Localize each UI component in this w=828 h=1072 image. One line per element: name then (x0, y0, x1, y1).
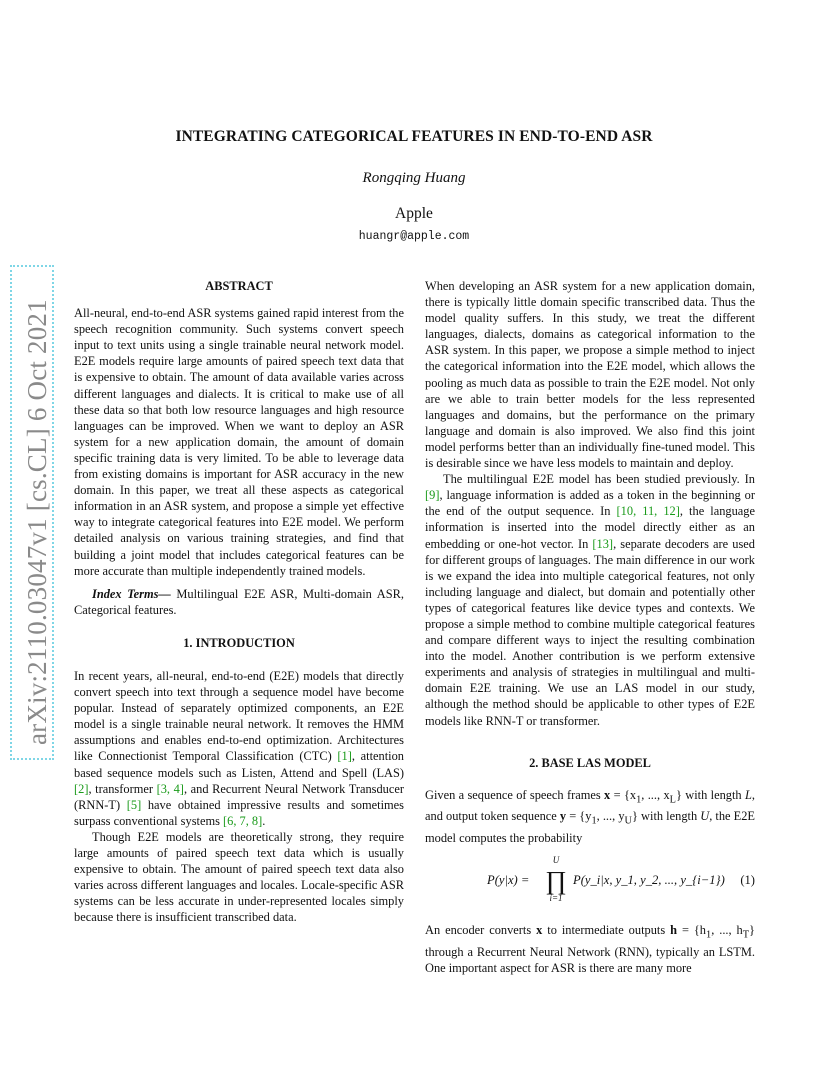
author-name: Rongqing Huang (362, 170, 466, 186)
left-column (74, 278, 404, 925)
intro-paragraph-1: In recent years, all-neural, end-to-end (E2E) models that directly convert speech into text through a sequence model have become popular. Instead of separately optimized components, an E2E model is a single trainable neural network. It removes the HMM assumptions and enables end-to-end optimization. Architectures like Connectionist Temporal Classification (CTC) [1], attention based sequence models such as Listen, Attend and Spell (LAS) [2], transformer [3, 4], and Recurrent Neural Network Transducer (RNN-T) [5] have obtained impressive results and sometimes surpass conventional systems [6, 7, 8]. (74, 668, 404, 828)
right-column (425, 278, 755, 976)
abstract-body: All-neural, end-to-end ASR systems gained rapid interest from the speech recognition community. Such systems convert speech input to text units using a single trainable neural network model. E2E models require large amounts of paired speech text data that is expensive to obtain. The amount of data available varies across different languages and dialects. It is critical to make use of all these data so that both low resource languages and high resource languages can be improved. When we want to deploy an ASR system for a new application domain, the amount of domain specific training data is very limited. To be able to leverage data from existing domains is important for ASR accuracy in the new domain. In this paper, we treat all these aspects as categorical information in an ASR system, and propose a simple yet effective way to integrate categorical features into E2E model. We perform detailed analysis on various training strategies, and find that building a joint model that includes categorical features can be more accurate than multiple independently trained models. (74, 306, 404, 578)
equation-number: (1) (740, 872, 755, 887)
introduction-heading: 1. INTRODUCTION (183, 635, 295, 650)
intro-paragraph-4: The multilingual E2E model has been studied previously. In [9], language information is added as a token in the beginning or the end of the output sequence. In [10, 11, 12], the language information is inserted into the model directly either as an embedding or one-hot vector. In [13], separate decoders are used for different groups of languages. The main difference in our work is we expand the idea into multiple categorical features, not only including language and dialect, but domain and potentially other types of categorical features like device types and contexts. We propose a simple method to combine multiple categorical features and compare different ways to inject the resulting combination into the model. Another contribution is we perform extensive experiments and analysis of strategies in multilingual and multi-domain E2E training. We use an LAS model in our study, although the method should be applicable to other types of E2E models like RNN-T or transformer. (425, 472, 755, 728)
product-operator (543, 856, 569, 903)
las-paragraph-1: Given a sequence of speech frames $x = \{x_1$, ..., $x_L$} with length L, and output token sequence $y = \{y_1$, ..., $y_U$} with length U, the E2E model computes the probability (425, 787, 755, 845)
author-email[interactable]: huangr@apple.com (358, 230, 470, 243)
citation-link[interactable]: [3, 4] (156, 781, 184, 796)
author-affiliation: Apple (395, 205, 433, 222)
arxiv-identifier[interactable]: arXiv:2110.03047v1 [cs.CL] 6 Oct 2021 (22, 299, 52, 745)
index-terms (74, 586, 404, 618)
index-terms-text: Multilingual E2E ASR, Multi-domain ASR, Categorical features. (74, 586, 404, 617)
product-lower-bound: i=1 (549, 892, 563, 903)
equation-rhs: P(y_i|x, y_1, y_2, ..., y_{i−1}) (573, 872, 725, 887)
intro-paragraph-2: Though E2E models are theoretically strong, they require large amounts of paired speech text data which is usually expensive to obtain. The amount of paired speech text data also varies across different languages and locales. Locale-specific ASR systems can be less accurate in under-represented locales simply because there is insufficient transcribed data. (74, 829, 404, 925)
las-paragraph-2: An encoder converts x to intermediate outputs $h = \{h_1$, ..., $h_T$} through a Recurrent Neural Network (RNN), typically an LSTM. One important aspect for ASR is there are many more (425, 922, 755, 975)
equation-1 (425, 856, 755, 910)
abstract-heading: ABSTRACT (205, 279, 273, 293)
product-upper-bound: U (552, 854, 560, 865)
citation-link[interactable]: [6, 7, 8] (223, 813, 263, 828)
paper-title: INTEGRATING CATEGORICAL FEATURES IN END-TO-END ASR (175, 128, 653, 145)
citation-link[interactable]: [5] (126, 797, 142, 812)
equation-lhs: P(y|x) = (487, 872, 530, 887)
index-terms-label: Index Terms— (92, 586, 171, 601)
citation-link[interactable]: [9] (425, 488, 440, 503)
intro-paragraph-3: When developing an ASR system for a new application domain, there is typically little domain specific transcribed data. Thus the model quality suffers. In this study, we treat the different languages, dialects, domains as categorical information to the ASR system. In this paper, we propose a simple method to inject the categorical information into the E2E model, which allows the pooling as much data as possible to train the E2E model. Not only are we able to train better models for the less represented languages and domains, but the performance on the primary language and domain is also improved. We also find this joint model performs better than an individually fine-tuned model. This is desirable since we have less models to maintain and deploy. (425, 279, 755, 471)
citation-link[interactable]: [10, 11, 12] (616, 504, 680, 519)
product-symbol-icon: ∏ (545, 865, 567, 895)
citation-link[interactable]: [13] (592, 536, 614, 551)
citation-link[interactable]: [1] (337, 749, 352, 764)
base-las-heading: 2. BASE LAS MODEL (529, 755, 651, 770)
citation-link[interactable]: [2] (74, 781, 89, 796)
